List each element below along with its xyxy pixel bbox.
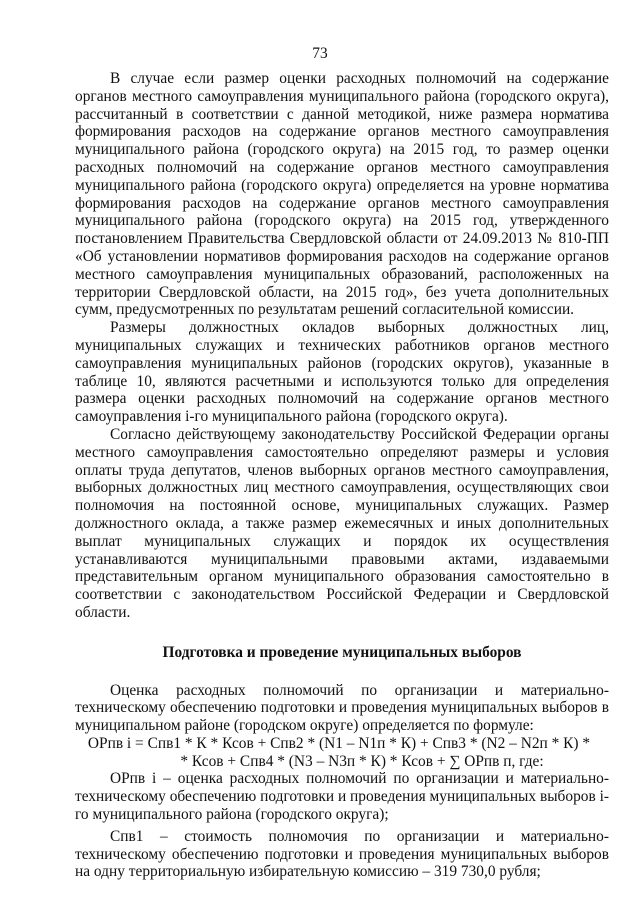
section-heading: Подготовка и проведение муниципальных выборов — [162, 643, 522, 661]
formula-line-2: * Ксов + Спв4 * (N3 – N3п * К) * Ксов + ∑ ОРпв п, где: — [180, 752, 544, 770]
definition-orpv-i: ОРпв i – оценка расходных полномочий по организации и материально-техническому обеспечению подготовки и проведения муниципальных выборов i-го муниципального района (городского округа); — [75, 770, 609, 824]
definition-spv1: Спв1 – стоимость полномочия по организации и материально-техническому обеспечению подготовки и проведения муниципальных выборов на одну территориальную избирательную комиссию – 319 730,0 рубля; — [75, 827, 609, 881]
paragraph-salary-sizes: Размеры должностных окладов выборных должностных лиц, муниципальных служащих и технических работников органов местного самоуправления муниципальных районов (городских округов), указанные в таблице 10, являются расчетными и используются только для определения размера оценки расходных полномочий на содержание органов местного самоуправления i-го муниципального района (городского округа). — [75, 319, 609, 426]
paragraph-legislation: Согласно действующему законодательству Российской Федерации органы местного самоуправления самостоятельно определяют размеры и условия оплаты труда депутатов, членов выборных органов местного самоуправления, выборных должностных лиц местного самоуправления, осуществляющих свои полномочия на постоянной основе, муниципальных служащих. Размер должностного оклада, а также размер ежемесячных и иных дополнительных выплат муниципальных служащих и порядок их осуществления устанавливаются муниципальными правовыми актами, издаваемыми представительным органом муниципального образования самостоятельно в соответствии с законодательством Российской Федерации и Свердловской области. — [75, 425, 609, 621]
page-body — [75, 70, 609, 881]
page-number: 73 — [312, 45, 328, 62]
formula-line-1: ОРпв i = Спв1 * К * Ксов + Спв2 * (N1 – N1п * К) + Спв3 * (N2 – N2п * К) * — [87, 734, 591, 752]
paragraph-formula-intro: Оценка расходных полномочий по организации и материально-техническому обеспечению подготовки и проведения муниципальных выборов в муниципальном районе (городском округе) определяется по формуле: — [75, 681, 609, 735]
paragraph-normative-level: В случае если размер оценки расходных полномочий на содержание органов местного самоуправления муниципального района (городского округа), рассчитанный в соответствии с данной методикой, ниже размера норматива формирования расходов на содержание органов местного самоуправления муниципального района (городского округа) на 2015 год, то размер оценки расходных полномочий на содержание органов местного самоуправления муниципального района (городского округа) определяется на уровне норматива формирования расходов на содержание органов местного самоуправления муниципального района (городского округа) на 2015 год, утвержденного постановлением Правительства Свердловской области от 24.09.2013 № 810-ПП «Об установлении нормативов формирования расходов на содержание органов местного самоуправления муниципальных образований, расположенных на территории Свердловской области, на 2015 год», без учета дополнительных сумм, предусмотренных по результатам решений согласительной комиссии. — [75, 70, 609, 319]
